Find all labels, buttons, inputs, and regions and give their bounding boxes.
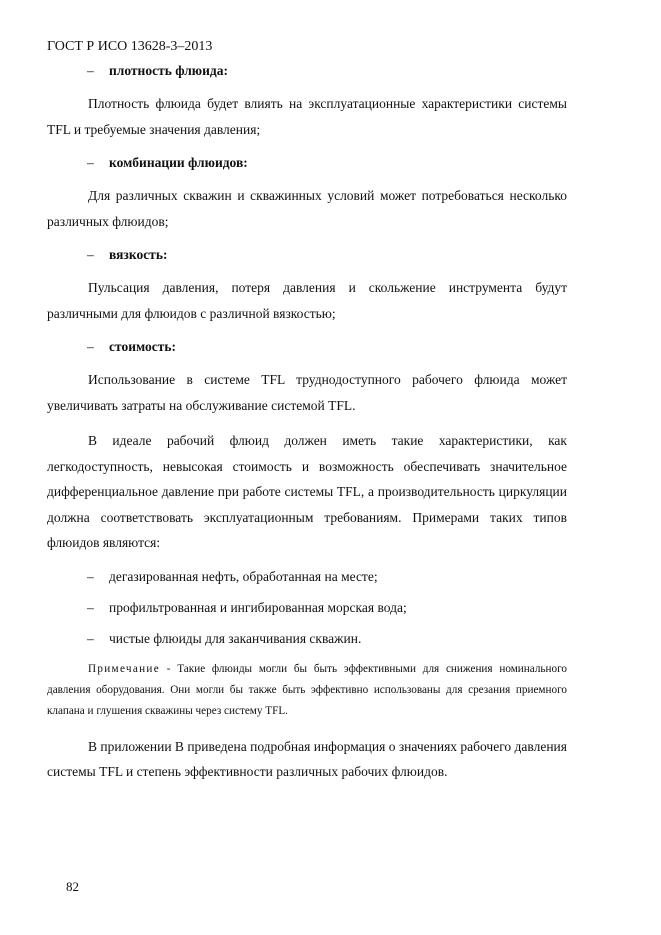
dash-marker: –: [87, 155, 94, 170]
list-item-text: дегазированная нефть, обработанная на месте;: [109, 568, 378, 584]
list-item-text: профильтрованная и ингибированная морская вода;: [109, 599, 407, 615]
dash-marker: –: [87, 247, 94, 262]
note-paragraph: [47, 659, 567, 722]
dash-marker: –: [87, 568, 94, 584]
paragraph-density: Плотность флюида будет влиять на эксплуатационные характеристики системы TFL и требуемые значения давления;: [47, 96, 567, 137]
dash-marker: –: [87, 630, 94, 646]
paragraph-appendix-reference: В приложении B приведена подробная информация о значениях рабочего давления системы TFL и степень эффективности различных рабочих флюидов.: [47, 738, 567, 779]
bullet-heading-text: стоимость:: [109, 339, 176, 354]
paragraph-combinations: Для различных скважин и скважинных условий может потребоваться несколько различных флюидов;: [47, 188, 567, 229]
dash-marker: –: [87, 63, 94, 78]
list-item: [47, 628, 567, 650]
page-number: 82: [66, 879, 79, 894]
note-label: Примечание: [88, 662, 160, 675]
document-header: ГОСТ Р ИСО 13628-3–2013: [47, 39, 213, 54]
bullet-heading-text: вязкость:: [109, 247, 168, 262]
page-content: [47, 60, 567, 795]
paragraph-ideal-fluid: В идеале рабочий флюид должен иметь такие характеристики, как легкодоступность, невысокая стоимость и возможность обеспечивать значительное дифференциальное давление при работе системы TFL, а производительность циркуляции должна соответствовать эксплуатационным требованиям. Примерами таких типов флюидов являются:: [47, 433, 567, 550]
dash-marker: –: [87, 599, 94, 615]
bullet-heading-combinations: [47, 152, 567, 174]
bullet-heading-viscosity: [47, 244, 567, 266]
list-item-text: чистые флюиды для заканчивания скважин.: [109, 630, 362, 646]
bullet-heading-text: плотность флюида:: [109, 63, 228, 78]
list-item: [47, 566, 567, 588]
paragraph-viscosity: Пульсация давления, потеря давления и скольжение инструмента будут различными для флюидов с различной вязкостью;: [47, 280, 567, 321]
bullet-heading-density: [47, 60, 567, 82]
list-item: [47, 597, 567, 619]
bullet-heading-text: комбинации флюидов:: [109, 155, 248, 170]
dash-marker: –: [87, 339, 94, 354]
paragraph-cost: Использование в системе TFL труднодоступного рабочего флюида может увеличивать затраты на обслуживание системой TFL.: [47, 372, 567, 413]
bullet-heading-cost: [47, 336, 567, 358]
note-text: - Такие флюиды могли бы быть эффективными для снижения номинального давления оборудования. Они могли бы также быть эффективно использованы для срезания приемного клапана и глушения скважины через систему TFL.: [47, 662, 567, 717]
